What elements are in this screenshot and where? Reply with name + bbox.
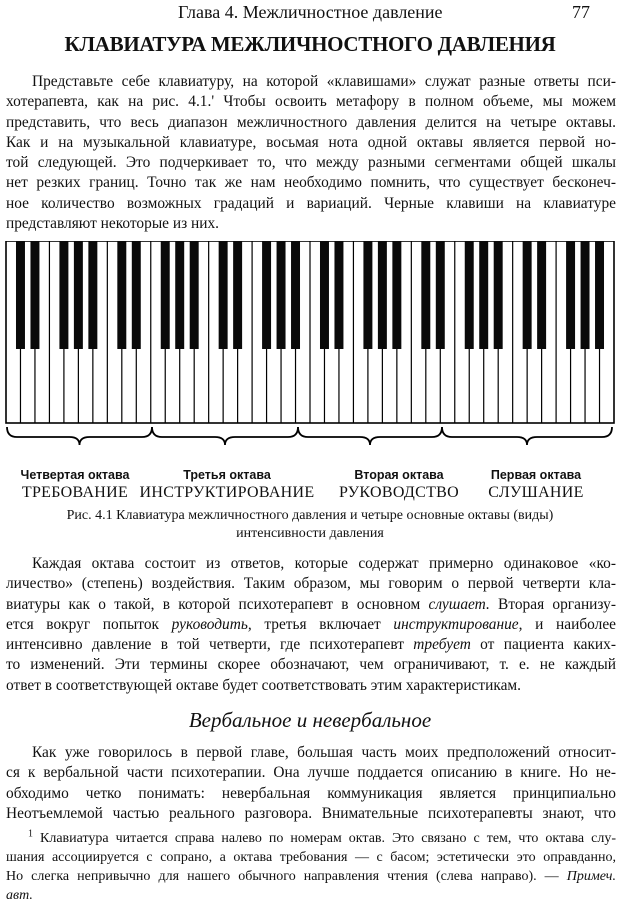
black-key xyxy=(59,241,68,349)
emphasis: авт. xyxy=(6,888,33,903)
figure-caption xyxy=(0,507,620,543)
black-key xyxy=(537,241,546,349)
black-key xyxy=(117,241,126,349)
octave-brace xyxy=(7,427,152,445)
black-key xyxy=(421,241,430,349)
footnote xyxy=(6,829,616,905)
text-line: ется вокруг попыток руководить, третья включает инструктирование, и наиболее xyxy=(6,615,616,633)
intro-paragraph xyxy=(6,72,616,234)
footnote-line xyxy=(6,886,616,905)
section-heading: Вербальное и невербальное xyxy=(188,708,432,732)
piano-keyboard-figure xyxy=(4,241,616,463)
black-key xyxy=(30,241,39,349)
page-number: 77 xyxy=(572,2,590,22)
text-line: виатуры как о такой, в которой психотерапевт в основном слушает. Вторая организу- xyxy=(6,595,616,613)
octave-brace xyxy=(298,427,442,445)
octave-brace xyxy=(442,427,612,445)
text-line: ся к вербальной части психотерапии. Она лучше поддается описанию в книге. Но не- xyxy=(6,764,616,782)
black-key xyxy=(392,241,401,349)
black-key xyxy=(175,241,184,349)
black-key xyxy=(334,241,343,349)
octave-name: Вторая октава xyxy=(354,468,444,482)
black-key xyxy=(291,241,300,349)
emphasis: слушает. xyxy=(428,595,490,613)
black-key xyxy=(581,241,590,349)
page-header xyxy=(0,2,620,24)
text-line: Неотъемлемой частью реального разговора. Внимательные психотерапевты знают, что xyxy=(6,804,616,822)
black-key xyxy=(16,241,25,349)
octave-brace xyxy=(152,427,298,445)
octave-name: Третья октава xyxy=(183,468,271,482)
text-line: представить, что весь диапазон межличностного давления делится на четыре октавы. xyxy=(6,113,616,131)
octave-label-first xyxy=(476,467,596,503)
octave-name: Четвертая октава xyxy=(20,468,130,482)
text-line: интенсивно давление в той четверти, где психотерапевт требует от пациента каких- xyxy=(6,636,616,654)
footnote-mark: 1 xyxy=(28,828,33,840)
text-line: Как уже говорилось в первой главе, большая часть моих предположений относит- xyxy=(32,744,616,761)
text-line: ное количество возможных градаций и вариаций. Черные клавиши на клавиатуре xyxy=(6,194,616,212)
black-key xyxy=(523,241,532,349)
octave-term: РУКОВОДСТВО xyxy=(339,484,459,501)
text-line: Представьте себе клавиатуру, на которой «клавишами» служат разные ответы пси- xyxy=(32,73,616,90)
black-key xyxy=(277,241,286,349)
running-head: Глава 4. Межличностное давление xyxy=(178,2,443,22)
octave-term: ТРЕБОВАНИЕ xyxy=(21,484,129,501)
caption-line: интенсивности давления xyxy=(236,526,384,541)
black-key xyxy=(436,241,445,349)
octave-label-second xyxy=(326,467,472,503)
black-key xyxy=(494,241,503,349)
text-line: Каждая октава состоит из ответов, которые содержат примерно одинаковое «ко- xyxy=(32,555,616,572)
octave-term: СЛУШАНИЕ xyxy=(488,484,584,501)
emphasis: требует xyxy=(413,636,471,654)
text-line: ответ в соответствующей октаве будет соответствовать этим характеристикам. xyxy=(6,676,522,694)
page-title: КЛАВИАТУРА МЕЖЛИЧНОСТНОГО ДАВЛЕНИЯ xyxy=(64,32,556,56)
footnote-line: $^1$ Клавиатура читается справа налево по номерам октав. Это связано с тем, что октава слу- xyxy=(28,828,616,846)
black-key xyxy=(219,241,228,349)
black-key xyxy=(363,241,372,349)
caption-line: Рис. 4.1 Клавиатура межличностного давления и четыре основные октавы (виды) xyxy=(66,508,554,523)
text-line: Как и на музыкальной клавиатуре, восьмая нота одной октавы является первой но- xyxy=(6,133,616,151)
footnote-line: Но слегка непривычно для нашего обычного направления чтения (слева направо). — Примеч. xyxy=(6,869,616,884)
text-line: представляют некоторые из них. xyxy=(6,215,220,233)
section-paragraph xyxy=(6,743,616,824)
text-line: хотерапевта, как на рис. 4.1.' Чтобы освоить метафору в полном объеме, мы можем xyxy=(6,93,616,111)
octave-term: ИНСТРУКТИРОВАНИЕ xyxy=(139,484,315,501)
body-paragraph xyxy=(6,554,616,696)
black-key xyxy=(132,241,141,349)
black-key xyxy=(74,241,83,349)
black-key xyxy=(566,241,575,349)
emphasis: Примеч. xyxy=(566,869,616,884)
text-line: нет резких границ. Точно так же нам необходимо помнить, что существует бесконеч- xyxy=(6,174,616,192)
text-line: той следующей. Это подчеркивает то, что между разными сегментами общей шкалы xyxy=(6,154,616,172)
footnote-line: шания ассоциируется с сопрано, а октава требования — с басом; эстетически это оправданно, xyxy=(6,850,616,865)
octave-name: Первая октава xyxy=(490,468,582,482)
octave-label-fourth xyxy=(10,467,140,503)
octave-label-third xyxy=(138,467,316,503)
black-key xyxy=(595,241,604,349)
black-key xyxy=(161,241,170,349)
octave-labels xyxy=(0,467,620,507)
black-key xyxy=(465,241,474,349)
text-line: личество» (степень) воздействия. Таким образом, мы говорим о первой четверти кла- xyxy=(6,575,616,593)
black-key xyxy=(378,241,387,349)
text-line: обходимо четко понимать: невербальная коммуникация является принципиально xyxy=(6,784,616,802)
black-key xyxy=(233,241,242,349)
black-key xyxy=(479,241,488,349)
black-key xyxy=(320,241,329,349)
black-key xyxy=(88,241,97,349)
emphasis: инструктирование, xyxy=(393,615,523,633)
black-key xyxy=(190,241,199,349)
black-key xyxy=(262,241,271,349)
emphasis: руководить, xyxy=(171,615,252,633)
text-line: то изменений. Эти термины скорее обозначают, чем ограничивают, т. е. не каждый xyxy=(6,656,616,674)
